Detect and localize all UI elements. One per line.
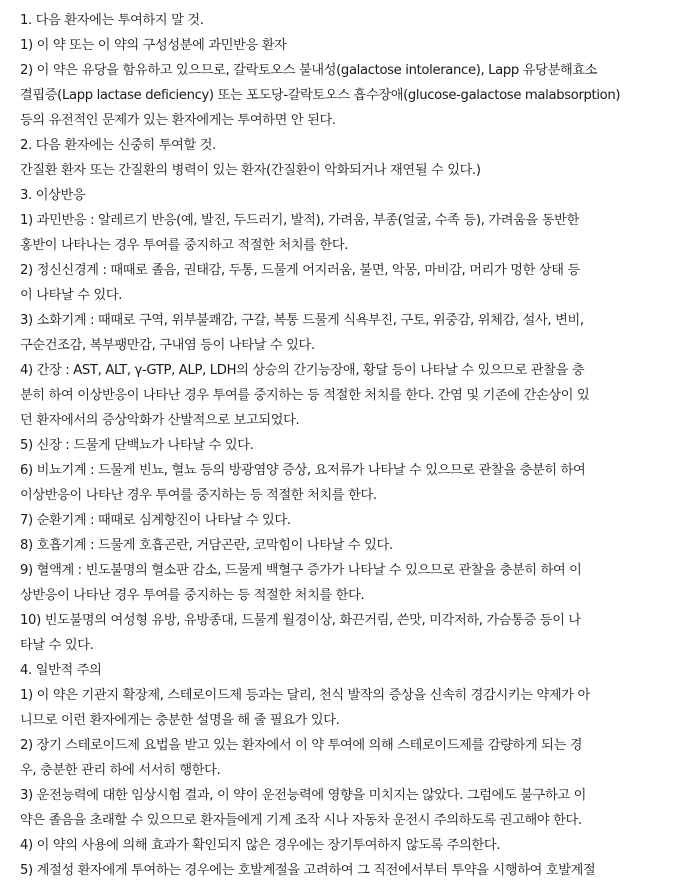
text-line: 던 환자에서의 증상악화가 산발적으로 보고되었다. [20, 413, 300, 428]
text-line: 타날 수 있다. [20, 638, 94, 653]
text-line: 분히 하여 이상반응이 나타난 경우 투여를 중지하는 등 적절한 처치를 한다. 간염 및 기존에 간손상이 있 [20, 388, 590, 403]
text-line: 2) 이 약은 유당을 함유하고 있으므로, 갈락토오스 불내성(galactose intolerance), Lapp 유당분해효소 [20, 63, 598, 78]
text-line: 2) 정신신경계 : 때때로 졸음, 권태감, 두통, 드물게 어지러움, 불면, 악몽, 마비감, 머리가 멍한 상태 등 [20, 263, 580, 278]
text-line: 1) 이 약은 기관지 확장제, 스테로이드제 등과는 달리, 천식 발작의 증상을 신속히 경감시키는 약제가 아 [20, 688, 590, 703]
text-line: 5) 신장 : 드물게 단백뇨가 나타날 수 있다. [20, 438, 254, 453]
text-line: 니므로 이런 환자에게는 충분한 설명을 해 줄 필요가 있다. [20, 713, 340, 728]
text-line: 우, 충분한 관리 하에 서서히 행한다. [20, 763, 221, 778]
text-line: 8) 호흡기계 : 드물게 호흡곤란, 거담곤란, 코막힘이 나타날 수 있다. [20, 538, 393, 553]
text-line: 2) 장기 스테로이드제 요법을 받고 있는 환자에서 이 약 투여에 의해 스테로이드제를 감량하게 되는 경 [20, 738, 583, 753]
text-line: 4. 일반적 주의 [20, 663, 102, 678]
text-line: 5) 계절성 환자에게 투여하는 경우에는 호발계절을 고려하여 그 직전에서부터 투약을 시행하여 호발계절 [20, 863, 596, 878]
text-line: 1) 과민반응 : 알레르기 반응(예, 발진, 두드러기, 발적), 가려움, 부종(얼굴, 수족 등), 가려움을 동반한 [20, 213, 579, 228]
text-line: 구순건조감, 복부팽만감, 구내염 등이 나타날 수 있다. [20, 338, 315, 353]
text-line: 홍반이 나타나는 경우 투여를 중지하고 적절한 처치를 한다. [20, 238, 349, 253]
text-line: 1) 이 약 또는 이 약의 구성성분에 과민반응 환자 [20, 38, 287, 53]
document-text [20, 8, 680, 883]
text-line: 등의 유전적인 문제가 있는 환자에게는 투여하면 안 된다. [20, 113, 336, 128]
text-line: 10) 빈도불명의 여성형 유방, 유방종대, 드물게 월경이상, 화끈거림, 쓴맛, 미각저하, 가슴통증 등이 나 [20, 613, 581, 628]
text-line: 3. 이상반응 [20, 188, 86, 203]
text-line: 1. 다음 환자에는 투여하지 말 것. [20, 13, 204, 28]
text-line: 3) 운전능력에 대한 임상시험 결과, 이 약이 운전능력에 영향을 미치지는 않았다. 그럼에도 불구하고 이 [20, 788, 587, 803]
text-line: 7) 순환기계 : 때때로 심계항진이 나타날 수 있다. [20, 513, 291, 528]
text-line: 간질환 환자 또는 간질환의 병력이 있는 환자(간질환이 악화되거나 재연될 수 있다.) [20, 163, 481, 178]
text-line: 이 나타날 수 있다. [20, 288, 123, 303]
text-line: 2. 다음 환자에는 신중히 투여할 것. [20, 138, 216, 153]
text-line: 상반응이 나타난 경우 투여를 중지하는 등 적절한 처치를 한다. [20, 588, 365, 603]
text-line: 이상반응이 나타난 경우 투여를 중지하는 등 적절한 처치를 한다. [20, 488, 377, 503]
text-line: 6) 비뇨기계 : 드물게 빈뇨, 혈뇨 등의 방광염양 증상, 요저류가 나타날 수 있으므로 관찰을 충분히 하여 [20, 463, 586, 478]
text-line: 4) 간장 : AST, ALT, γ-GTP, ALP, LDH의 상승의 간기능장애, 황달 등이 나타날 수 있으므로 관찰을 충 [20, 363, 585, 378]
text-line: 약은 졸음을 초래할 수 있으므로 환자들에게 기계 조작 시나 자동차 운전시 주의하도록 권고해야 한다. [20, 813, 582, 828]
text-line: 4) 이 약의 사용에 의해 효과가 확인되지 않은 경우에는 장기투여하지 않도록 주의한다. [20, 838, 501, 853]
text-line: 9) 혈액계 : 빈도불명의 혈소판 감소, 드물게 백혈구 증가가 나타날 수 있으므로 관찰을 충분히 하여 이 [20, 563, 582, 578]
text-line: 3) 소화기계 : 때때로 구역, 위부불쾌감, 구갈, 복통 드물게 식욕부진, 구토, 위중감, 위체감, 설사, 변비, [20, 313, 584, 328]
text-line: 결핍증(Lapp lactase deficiency) 또는 포도당-갈락토오스 흡수장애(glucose-galactose malabsorption) [20, 88, 621, 103]
